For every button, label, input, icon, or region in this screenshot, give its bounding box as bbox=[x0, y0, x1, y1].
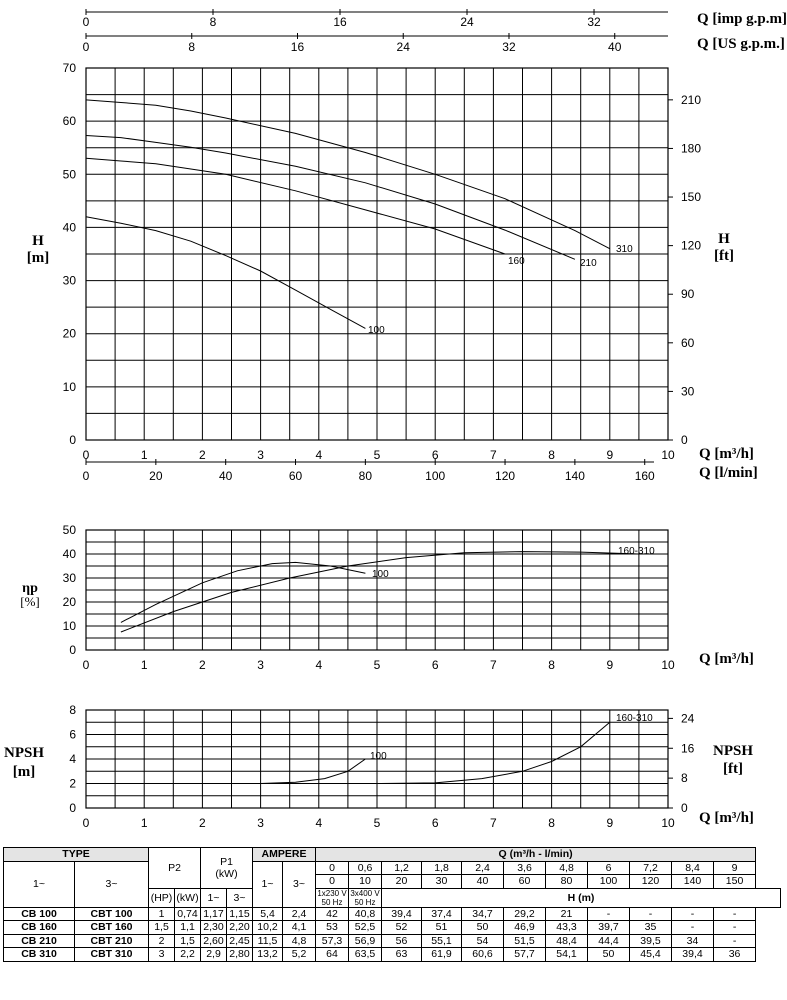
table-row bbox=[4, 907, 781, 921]
voltage-400 bbox=[349, 888, 382, 907]
cell-head: 34 bbox=[672, 934, 714, 948]
q-lmin-cell: 0 bbox=[316, 875, 349, 889]
y-tick-label: 40 bbox=[62, 547, 76, 561]
x-tick-label: 7 bbox=[490, 448, 497, 462]
y-tick-label: 20 bbox=[62, 326, 76, 341]
ft-tick-label: 60 bbox=[681, 335, 695, 350]
y-tick-label: 4 bbox=[69, 752, 76, 766]
x-tick-label: 4 bbox=[315, 658, 323, 672]
cell-head: 56 bbox=[382, 934, 422, 948]
q-lmin-cell: 20 bbox=[382, 875, 422, 889]
p1-header bbox=[201, 848, 253, 889]
cell-t1: CB 310 bbox=[4, 948, 75, 962]
y-tick-label: 40 bbox=[62, 220, 76, 235]
y-tick-label: 50 bbox=[62, 167, 76, 182]
cell-p1a: 2,9 bbox=[201, 948, 227, 962]
hp-unit: (HP) bbox=[149, 888, 175, 907]
x-tick-label: 9 bbox=[606, 816, 614, 830]
cell-head: 36 bbox=[714, 948, 756, 962]
y2-axis-label: H bbox=[718, 231, 730, 247]
y-tick-label: 0 bbox=[69, 801, 76, 815]
q-lmin-cell: 120 bbox=[630, 875, 672, 889]
q-lmin-cell: 80 bbox=[546, 875, 588, 889]
ft-tick-label: 24 bbox=[681, 711, 695, 726]
y-tick-label: 60 bbox=[62, 114, 76, 129]
x-tick-label: 0 bbox=[82, 658, 90, 672]
x-axis-label: Q [m³/h] bbox=[699, 810, 754, 826]
us-tick-label: 0 bbox=[82, 40, 90, 54]
cell-head: - bbox=[672, 921, 714, 935]
cell-p1b: 2,45 bbox=[227, 934, 253, 948]
y-axis-unit: [m] bbox=[12, 764, 36, 780]
us-tick-label: 16 bbox=[290, 40, 305, 54]
x-tick-label: 10 bbox=[661, 658, 675, 672]
q-m3h-cell: 0 bbox=[316, 861, 349, 875]
cell-head: - bbox=[714, 921, 756, 935]
cell-a1: 5,4 bbox=[253, 907, 283, 921]
x-tick-label: 6 bbox=[431, 448, 439, 462]
q-m3h-cell: 3,6 bbox=[504, 861, 546, 875]
series-line-100 bbox=[86, 217, 365, 329]
q-m3h-cell: 6 bbox=[588, 861, 630, 875]
performance-table bbox=[3, 847, 781, 962]
x-tick-label: 5 bbox=[373, 658, 381, 672]
x-tick-label: 1 bbox=[140, 448, 148, 462]
us-tick-label: 40 bbox=[608, 40, 622, 54]
y-tick-label: 2 bbox=[69, 776, 76, 791]
cell-p1a: 2,60 bbox=[201, 934, 227, 948]
x-tick-label: 5 bbox=[373, 816, 381, 830]
q-lmin-cell: 30 bbox=[422, 875, 462, 889]
y-axis-label: NPSH bbox=[3, 745, 45, 761]
y-tick-label: 6 bbox=[69, 727, 76, 742]
imp-tick-label: 32 bbox=[587, 15, 601, 29]
cell-head: - bbox=[714, 907, 756, 921]
q-lmin-cell: 10 bbox=[349, 875, 382, 889]
table-row bbox=[4, 921, 781, 935]
series-label-160-310: 160-310 bbox=[616, 713, 653, 724]
cell-head: 48,4 bbox=[546, 934, 588, 948]
cell-head: 51,5 bbox=[504, 934, 546, 948]
cell-p1b: 2,20 bbox=[227, 921, 253, 935]
cell-head: 63,5 bbox=[349, 948, 382, 962]
cell-t1: CB 160 bbox=[4, 921, 75, 935]
q-lmin-cell: 150 bbox=[714, 875, 756, 889]
top-axis-2-label: Q [US g.p.m.] bbox=[697, 36, 785, 52]
imp-tick-label: 24 bbox=[460, 15, 474, 29]
series-label-210: 210 bbox=[580, 258, 597, 269]
lmin-tick-label: 120 bbox=[495, 469, 516, 483]
cell-hp: 1 bbox=[149, 907, 175, 921]
cell-head: 61,9 bbox=[422, 948, 462, 962]
voltage-230 bbox=[316, 888, 349, 907]
cell-head: 50 bbox=[588, 948, 630, 962]
q-m3h-cell: 7,2 bbox=[630, 861, 672, 875]
cell-a1: 13,2 bbox=[253, 948, 283, 962]
y2-axis-unit: [ft] bbox=[723, 761, 743, 777]
x-tick-label: 4 bbox=[315, 448, 323, 462]
series-label-100: 100 bbox=[368, 325, 385, 336]
series-label-310: 310 bbox=[616, 244, 633, 255]
head-curve-chart bbox=[27, 9, 787, 483]
cell-kw: 2,2 bbox=[175, 948, 201, 962]
cell-head: - bbox=[588, 907, 630, 921]
x-tick-label: 6 bbox=[431, 658, 439, 672]
cell-p1b: 1,15 bbox=[227, 907, 253, 921]
cell-head: - bbox=[714, 934, 756, 948]
x-tick-label: 9 bbox=[606, 658, 614, 672]
cell-t1: CB 100 bbox=[4, 907, 75, 921]
cell-kw: 0,74 bbox=[175, 907, 201, 921]
hz2-label: 50 Hz bbox=[354, 897, 376, 907]
x-tick-label: 2 bbox=[199, 816, 206, 830]
lmin-tick-label: 140 bbox=[564, 469, 585, 483]
cell-head: 52,5 bbox=[349, 921, 382, 935]
cell-head: 54 bbox=[462, 934, 504, 948]
cell-head: 45,4 bbox=[630, 948, 672, 962]
type-header: TYPE bbox=[4, 848, 149, 862]
v400-label: 3x400 V bbox=[350, 888, 380, 898]
x-axis-label: Q [m³/h] bbox=[699, 446, 754, 462]
p1-1-phase: 1~ bbox=[201, 888, 227, 907]
y-tick-label: 10 bbox=[62, 379, 76, 394]
x-tick-label: 1 bbox=[140, 816, 148, 830]
cell-head: 39,4 bbox=[382, 907, 422, 921]
lmin-tick-label: 20 bbox=[149, 469, 163, 483]
cell-t3: CBT 310 bbox=[75, 948, 149, 962]
y-tick-label: 50 bbox=[62, 523, 76, 537]
cell-head: 35 bbox=[630, 921, 672, 935]
y-axis-unit: [m] bbox=[26, 250, 50, 266]
ft-tick-label: 0 bbox=[681, 433, 688, 447]
us-tick-label: 32 bbox=[502, 40, 516, 54]
cell-a1: 11,5 bbox=[253, 934, 283, 948]
amp-1-phase: 1~ bbox=[253, 861, 283, 907]
cell-p1a: 1,17 bbox=[201, 907, 227, 921]
y-tick-label: 10 bbox=[62, 619, 76, 633]
y2-axis-label: NPSH bbox=[712, 743, 754, 759]
table-row bbox=[4, 948, 781, 962]
q-m3h-cell: 1,8 bbox=[422, 861, 462, 875]
q-header: Q (m³/h - l/min) bbox=[316, 848, 756, 862]
cell-head: 37,4 bbox=[422, 907, 462, 921]
y-axis-label: H bbox=[32, 233, 44, 249]
q-m3h-cell: 4,8 bbox=[546, 861, 588, 875]
x-tick-label: 0 bbox=[82, 816, 90, 830]
cell-a3: 5,2 bbox=[283, 948, 316, 962]
x-tick-label: 1 bbox=[140, 658, 148, 672]
cell-head: 52 bbox=[382, 921, 422, 935]
lmin-tick-label: 80 bbox=[358, 469, 373, 483]
top-axis-1-label: Q [imp g.p.m] bbox=[697, 11, 787, 27]
ft-tick-label: 0 bbox=[681, 801, 688, 815]
y-tick-label: 70 bbox=[62, 61, 76, 75]
x-tick-label: 3 bbox=[257, 658, 264, 672]
cell-kw: 1,1 bbox=[175, 921, 201, 935]
q-m3h-cell: 8,4 bbox=[672, 861, 714, 875]
kw-unit: (kW) bbox=[175, 888, 201, 907]
x-tick-label: 10 bbox=[661, 448, 675, 462]
series-label-160-310: 160-310 bbox=[618, 546, 655, 557]
x-axis-label: Q [m³/h] bbox=[699, 651, 754, 667]
imp-tick-label: 0 bbox=[82, 15, 90, 29]
x2-axis-label: Q [l/min] bbox=[699, 465, 758, 481]
cell-head: - bbox=[630, 907, 672, 921]
us-tick-label: 8 bbox=[188, 40, 196, 54]
lmin-tick-label: 0 bbox=[82, 469, 90, 483]
ft-tick-label: 120 bbox=[681, 238, 702, 253]
series-line-160-310 bbox=[121, 552, 639, 632]
q-lmin-cell: 40 bbox=[462, 875, 504, 889]
ft-tick-label: 8 bbox=[681, 771, 688, 786]
ft-tick-label: 16 bbox=[681, 741, 695, 756]
q-m3h-cell: 9 bbox=[714, 861, 756, 875]
x-tick-label: 8 bbox=[548, 448, 555, 462]
type-3-phase: 3~ bbox=[75, 861, 149, 907]
cell-head: 29,2 bbox=[504, 907, 546, 921]
ft-tick-label: 90 bbox=[681, 287, 695, 302]
q-lmin-cell: 100 bbox=[588, 875, 630, 889]
cell-kw: 1,5 bbox=[175, 934, 201, 948]
cell-head: 64 bbox=[316, 948, 349, 962]
lmin-tick-label: 100 bbox=[425, 469, 446, 483]
cell-hp: 2 bbox=[149, 934, 175, 948]
v230-label: 1x230 V bbox=[317, 888, 347, 898]
cell-t1: CB 210 bbox=[4, 934, 75, 948]
p1-label: P1 bbox=[220, 855, 233, 868]
x-tick-label: 8 bbox=[548, 658, 555, 672]
cell-p1a: 2,30 bbox=[201, 921, 227, 935]
series-label-100: 100 bbox=[372, 569, 389, 580]
cell-head: 57,3 bbox=[316, 934, 349, 948]
cell-head: 34,7 bbox=[462, 907, 504, 921]
cell-head: 60,6 bbox=[462, 948, 504, 962]
cell-a3: 2,4 bbox=[283, 907, 316, 921]
cell-head: 63 bbox=[382, 948, 422, 962]
p1-3-phase: 3~ bbox=[227, 888, 253, 907]
x-tick-label: 0 bbox=[82, 448, 90, 462]
y-axis-label: ηp bbox=[22, 581, 38, 596]
x-tick-label: 9 bbox=[606, 448, 614, 462]
amp-3-phase: 3~ bbox=[283, 861, 316, 907]
x-tick-label: 10 bbox=[661, 816, 675, 830]
ft-tick-label: 210 bbox=[681, 92, 702, 107]
x-tick-label: 4 bbox=[315, 816, 323, 830]
q-m3h-cell: 1,2 bbox=[382, 861, 422, 875]
type-1-phase: 1~ bbox=[4, 861, 75, 907]
cell-head: 40,8 bbox=[349, 907, 382, 921]
cell-a1: 10,2 bbox=[253, 921, 283, 935]
efficiency-chart bbox=[20, 523, 754, 672]
cell-t3: CBT 100 bbox=[75, 907, 149, 921]
p2-header: P2 bbox=[149, 848, 201, 889]
x-tick-label: 8 bbox=[548, 816, 555, 830]
ft-tick-label: 150 bbox=[681, 190, 702, 205]
cell-head: 54,1 bbox=[546, 948, 588, 962]
p1-unit: (kW) bbox=[215, 867, 238, 880]
cell-hp: 1,5 bbox=[149, 921, 175, 935]
x-tick-label: 3 bbox=[257, 448, 264, 462]
q-lmin-cell: 60 bbox=[504, 875, 546, 889]
x-tick-label: 6 bbox=[431, 816, 439, 830]
cell-head: 21 bbox=[546, 907, 588, 921]
y-tick-label: 0 bbox=[69, 643, 76, 657]
cell-head: 51 bbox=[422, 921, 462, 935]
hz1-label: 50 Hz bbox=[321, 897, 343, 907]
lmin-tick-label: 40 bbox=[219, 469, 233, 483]
x-tick-label: 5 bbox=[373, 448, 381, 462]
series-label-160: 160 bbox=[508, 256, 525, 267]
cell-head: 57,7 bbox=[504, 948, 546, 962]
cell-t3: CBT 160 bbox=[75, 921, 149, 935]
lmin-tick-label: 60 bbox=[288, 469, 303, 483]
cell-head: 39,7 bbox=[588, 921, 630, 935]
cell-p1b: 2,80 bbox=[227, 948, 253, 962]
ft-tick-label: 180 bbox=[681, 141, 702, 156]
x-tick-label: 7 bbox=[490, 816, 497, 830]
q-m3h-cell: 2,4 bbox=[462, 861, 504, 875]
cell-a3: 4,1 bbox=[283, 921, 316, 935]
q-m3h-cell: 0,6 bbox=[349, 861, 382, 875]
ampere-header: AMPERE bbox=[253, 848, 316, 862]
cell-head: 55,1 bbox=[422, 934, 462, 948]
table-row bbox=[4, 934, 781, 948]
imp-tick-label: 16 bbox=[333, 15, 347, 29]
y-tick-label: 30 bbox=[62, 273, 76, 288]
cell-hp: 3 bbox=[149, 948, 175, 962]
x-tick-label: 3 bbox=[257, 816, 264, 830]
y-axis-unit: [%] bbox=[20, 594, 40, 609]
y-tick-label: 0 bbox=[69, 433, 76, 447]
y-tick-label: 8 bbox=[69, 703, 76, 717]
cell-head: 46,9 bbox=[504, 921, 546, 935]
x-tick-label: 7 bbox=[490, 658, 497, 672]
cell-t3: CBT 210 bbox=[75, 934, 149, 948]
y2-axis-unit: [ft] bbox=[714, 248, 734, 264]
x-tick-label: 2 bbox=[199, 448, 206, 462]
cell-head: 39,5 bbox=[630, 934, 672, 948]
imp-tick-label: 8 bbox=[209, 15, 217, 29]
x-tick-label: 2 bbox=[199, 658, 206, 672]
cell-head: - bbox=[672, 907, 714, 921]
y-tick-label: 20 bbox=[62, 595, 76, 609]
cell-head: 43,3 bbox=[546, 921, 588, 935]
npsh-chart bbox=[4, 703, 754, 830]
q-lmin-cell: 140 bbox=[672, 875, 714, 889]
us-tick-label: 24 bbox=[396, 40, 410, 54]
cell-a3: 4,8 bbox=[283, 934, 316, 948]
cell-head: 44,4 bbox=[588, 934, 630, 948]
cell-head: 42 bbox=[316, 907, 349, 921]
h-header: H (m) bbox=[382, 888, 781, 907]
lmin-tick-label: 160 bbox=[634, 469, 655, 483]
cell-head: 56,9 bbox=[349, 934, 382, 948]
series-label-100: 100 bbox=[370, 751, 387, 762]
cell-head: 50 bbox=[462, 921, 504, 935]
cell-head: 53 bbox=[316, 921, 349, 935]
series-line-100 bbox=[121, 562, 366, 622]
ft-tick-label: 30 bbox=[681, 384, 695, 399]
cell-head: 39,4 bbox=[672, 948, 714, 962]
y-tick-label: 30 bbox=[62, 571, 76, 585]
